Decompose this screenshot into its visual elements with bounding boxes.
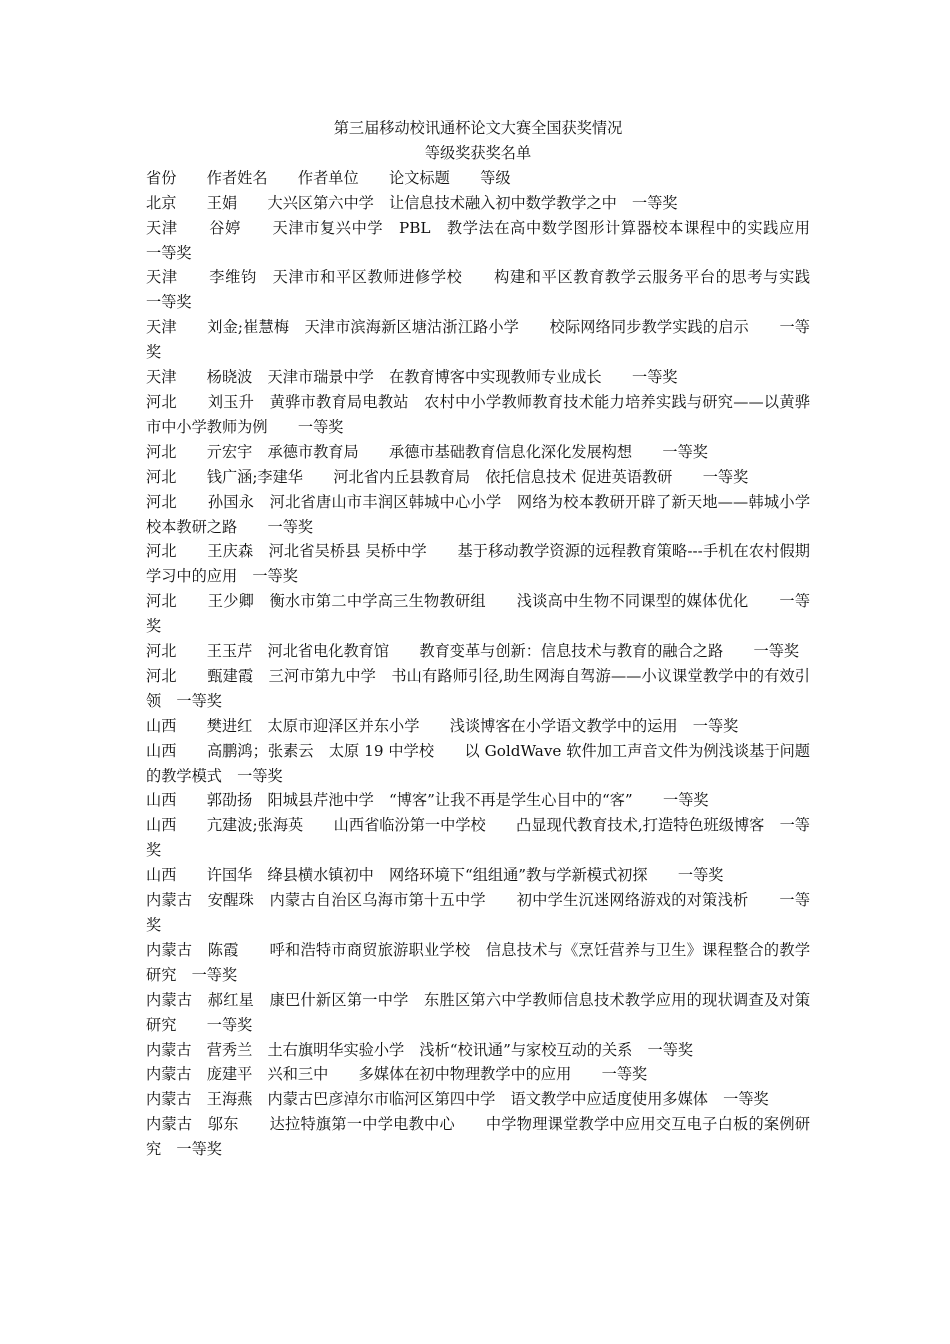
award-entry: 河北 孙国永 河北省唐山市丰润区韩城中心小学 网络为校本教研开辟了新天地——韩城小学校本教研之路 一等奖 — [146, 492, 810, 536]
award-entry: 内蒙古 邬东 达拉特旗第一中学电教中心 中学物理课堂教学中应用交互电子白板的案例研究 一等奖 — [146, 1115, 810, 1159]
award-entry: 山西 亢建波;张海英 山西省临汾第一中学校 凸显现代教育技术,打造特色班级博客 一等奖 — [146, 816, 810, 860]
award-entry: 天津 杨晓波 天津市瑞景中学 在教育博客中实现教师专业成长 一等奖 — [146, 368, 678, 387]
document-subtitle: 等级奖获奖名单 — [424, 143, 532, 162]
award-entry: 内蒙古 郝红星 康巴什新区第一中学 东胜区第六中学教师信息技术教学应用的现状调查及对策研究 一等奖 — [146, 990, 810, 1034]
column-header-row: 省份 作者姓名 作者单位 论文标题 等级 — [146, 168, 511, 187]
award-entry: 内蒙古 陈霞 呼和浩特市商贸旅游职业学校 信息技术与《烹饪营养与卫生》课程整合的教学研究 一等奖 — [146, 940, 810, 984]
award-entry: 内蒙古 庞建平 兴和三中 多媒体在初中物理教学中的应用 一等奖 — [146, 1065, 648, 1084]
award-entry: 内蒙古 王海燕 内蒙古巴彦淖尔市临河区第四中学 语文教学中应适度使用多媒体 一等奖 — [146, 1090, 769, 1109]
award-entry: 山西 高鹏鸿；张素云 太原 19 中学校 以 GoldWave 软件加工声音文件为例浅谈基于问题的教学模式 一等奖 — [146, 741, 810, 785]
award-entry: 河北 王玉芹 河北省电化教育馆 教育变革与创新：信息技术与教育的融合之路 一等奖 — [146, 642, 800, 661]
award-entry: 河北 王少卿 衡水市第二中学高三生物教研组 浅谈高中生物不同课型的媒体优化 一等奖 — [146, 592, 810, 636]
award-entry: 北京 王娟 大兴区第六中学 让信息技术融入初中数学教学之中 一等奖 — [146, 193, 678, 212]
award-entry: 内蒙古 安醒珠 内蒙古自治区乌海市第十五中学 初中学生沉迷网络游戏的对策浅析 一等奖 — [146, 891, 810, 934]
award-entry: 天津 刘金;崔慧梅 天津市滨海新区塘沽浙江路小学 校际网络同步教学实践的启示 一等奖 — [146, 318, 810, 362]
award-entry: 天津 谷婷 天津市复兴中学 PBL 教学法在高中数学图形计算器校本课程中的实践应用 一等奖 — [146, 218, 841, 262]
award-list — [146, 191, 841, 1162]
award-entry: 内蒙古 营秀兰 土右旗明华实验小学 浅析“校讯通”与家校互动的关系 一等奖 — [146, 1040, 694, 1059]
document-title: 第三届移动校讯通杯论文大赛全国获奖情况 — [333, 119, 623, 137]
award-entry: 天津 李维钧 天津市和平区教师进修学校 构建和平区教育教学云服务平台的思考与实践 一等奖 — [146, 268, 826, 312]
award-entry: 河北 甄建霞 三河市第九中学 书山有路师引径,助生网海自驾游——小议课堂教学中的有效引领 一等奖 — [146, 666, 810, 710]
award-entry: 河北 刘玉升 黄骅市教育局电教站 农村中小学教师教育技术能力培养实践与研究——以黄骅市中小学教师为例 一等奖 — [146, 392, 810, 436]
award-entry: 山西 樊进红 太原市迎泽区并东小学 浅谈博客在小学语文教学中的运用 一等奖 — [146, 716, 739, 735]
award-entry: 山西 许国华 绛县横水镇初中 网络环境下“组组通”教与学新模式初探 一等奖 — [146, 866, 724, 885]
document-page — [146, 116, 841, 1162]
award-entry: 山西 郭劭扬 阳城县芹池中学 “博客”让我不再是学生心目中的“客” 一等奖 — [146, 791, 709, 810]
award-entry: 河北 钱广涵;李建华 河北省内丘县教育局 依托信息技术 促进英语教研 一等奖 — [146, 467, 749, 486]
award-entry: 河北 王庆森 河北省吴桥县 吴桥中学 基于移动教学资源的远程教育策略---手机在农村假期学习中的应用 一等奖 — [146, 542, 810, 586]
award-entry: 河北 亓宏宇 承德市教育局 承德市基础教育信息化深化发展构想 一等奖 — [146, 442, 708, 461]
